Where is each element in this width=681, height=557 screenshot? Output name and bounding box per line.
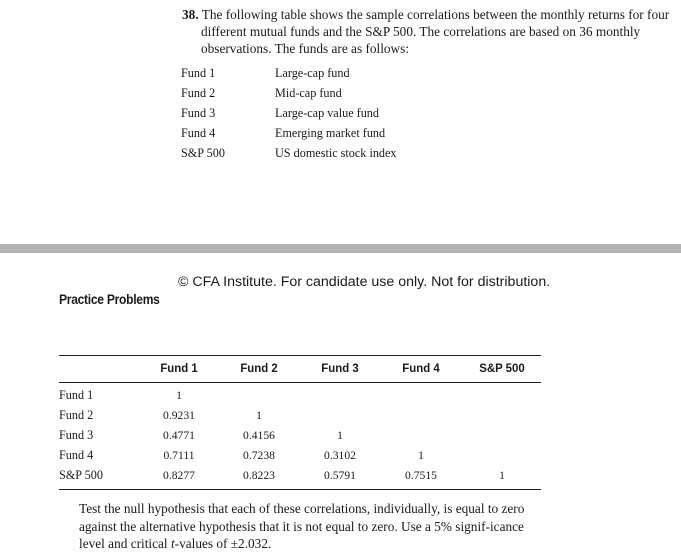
question-text: The following table shows the sample correlations between the monthly returns for four different mutual funds and the S&P 500. The correlations are based on 36 monthly observations. The funds are as follows: (201, 7, 670, 56)
column-header: Fund 1 (160, 361, 198, 375)
row-label: Fund 3 (59, 428, 94, 442)
fund-description: Large-cap value fund (275, 106, 379, 120)
table-cell: 0.8277 (163, 469, 195, 482)
table-cell: 0.7515 (405, 469, 437, 482)
fund-description: Emerging market fund (275, 126, 386, 140)
table-cell: 0.5791 (324, 469, 356, 482)
table-cell: 1 (176, 389, 182, 402)
table-cell: 0.7238 (243, 449, 275, 462)
instruction-after: -values of ±2.032. (174, 536, 272, 551)
question-block (182, 6, 672, 57)
section-title: Practice Problems (59, 292, 160, 307)
table-header-rule (59, 382, 541, 383)
row-label: Fund 2 (59, 408, 94, 422)
table-cell: 0.7111 (163, 449, 195, 462)
table-cell: 1 (499, 469, 505, 482)
fund-description: Mid-cap fund (275, 86, 342, 100)
instruction-text (79, 500, 549, 553)
instruction-italic: t (170, 536, 175, 551)
table-cell: 0.8223 (243, 469, 275, 482)
fund-name: S&P 500 (181, 146, 225, 160)
fund-description: Large-cap fund (275, 66, 350, 80)
table-cell: 0.3102 (324, 449, 356, 462)
fund-description: US domestic stock index (275, 146, 397, 160)
row-label: Fund 1 (59, 388, 94, 402)
fund-name: Fund 1 (181, 66, 216, 80)
table-cell: 0.4771 (163, 429, 195, 442)
question-number: 38. (182, 7, 199, 22)
column-header: Fund 3 (321, 361, 359, 375)
table-cell: 1 (418, 449, 424, 462)
column-header: Fund 4 (402, 361, 440, 375)
fund-name: Fund 4 (181, 126, 216, 140)
table-top-rule (59, 355, 541, 356)
row-label: Fund 4 (59, 448, 94, 462)
table-cell: 0.4156 (243, 429, 275, 442)
column-header: Fund 2 (240, 361, 278, 375)
column-header: S&P 500 (479, 361, 525, 375)
table-cell: 0.9231 (163, 409, 195, 422)
table-cell: 1 (256, 409, 262, 422)
row-label: S&P 500 (59, 468, 103, 482)
correlation-table (59, 355, 541, 490)
table-bottom-rule (59, 489, 541, 490)
page-break-divider (0, 244, 681, 253)
instruction-before: Test the null hypothesis that each of these correlations, individually, is equal to zero against the alternative hypothesis that it is not equal to zero. Use a 5% signif-icance level and critical (79, 501, 525, 551)
fund-name: Fund 3 (181, 106, 216, 120)
table-cell: 1 (337, 429, 343, 442)
fund-name: Fund 2 (181, 86, 216, 100)
copyright-notice: © CFA Institute. For candidate use only. Not for distribution. (178, 274, 551, 290)
